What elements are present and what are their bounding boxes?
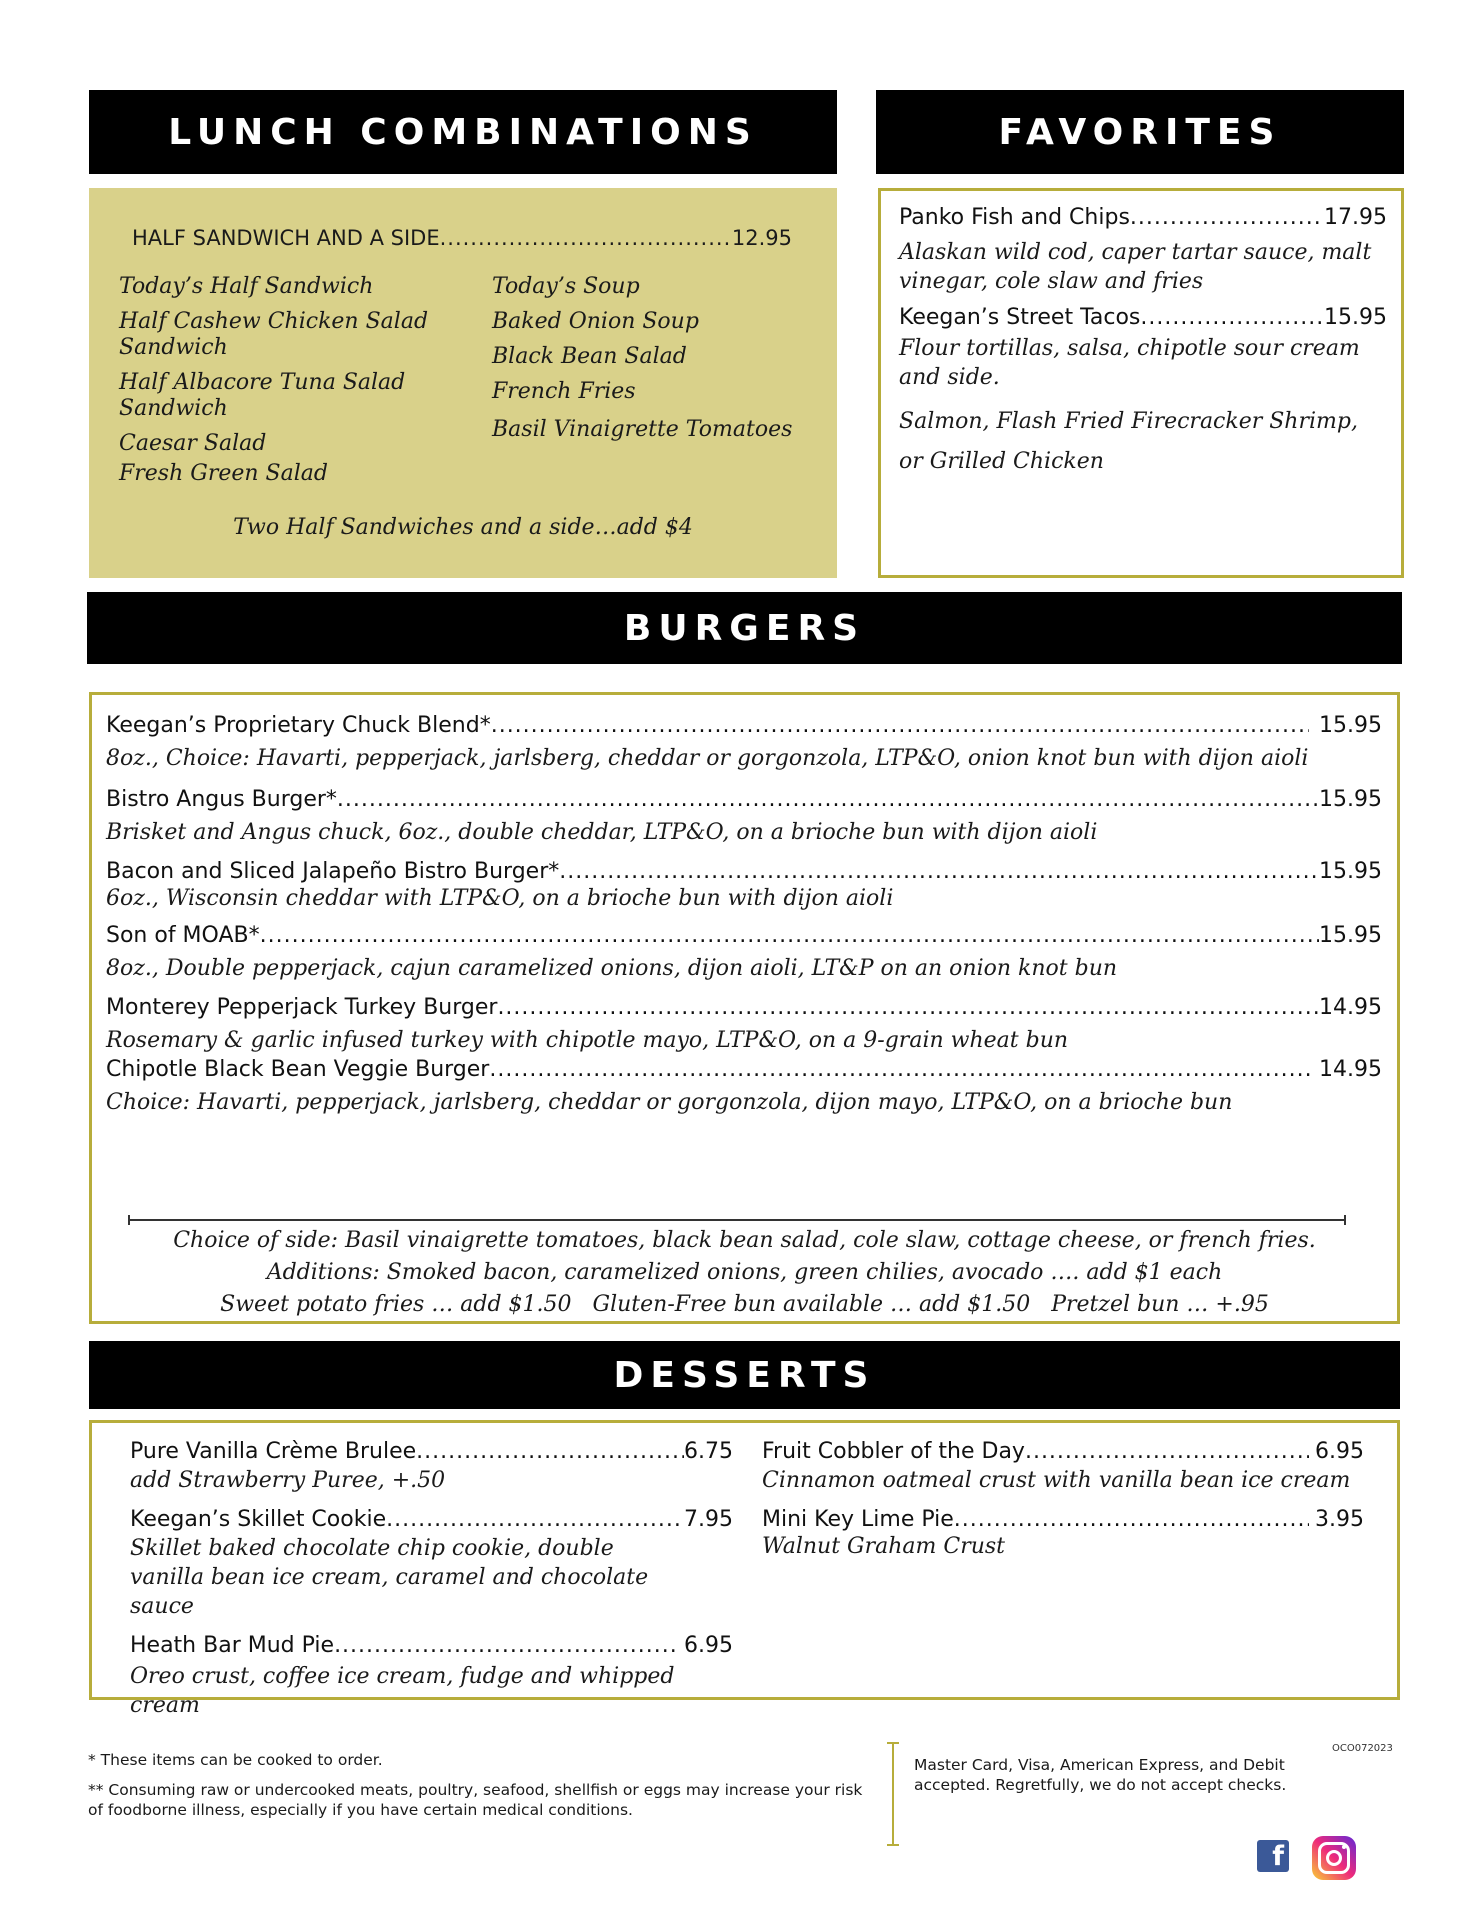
leader-dots xyxy=(1140,305,1324,330)
lunch-right-options xyxy=(492,274,822,452)
instagram-icon[interactable] xyxy=(1312,1836,1356,1880)
favorite-item-desc: Flour tortillas, salsa, chipotle sour cream and side. xyxy=(899,336,1360,390)
leader-dots xyxy=(416,1439,684,1464)
favorite-item xyxy=(899,305,1387,330)
burger-item-desc: 6oz., Wisconsin cheddar with LTP&O, on a brioche bun with dijon aioli xyxy=(106,886,894,911)
dessert-item-price: 6.75 xyxy=(684,1439,733,1464)
burger-item-name: Bacon and Sliced Jalapeño Bistro Burger* xyxy=(106,859,560,884)
burger-notes xyxy=(92,1225,1397,1321)
favorite-item-price: 17.95 xyxy=(1324,205,1387,230)
favorite-item-name: Panko Fish and Chips xyxy=(899,205,1130,230)
lunch-option: Fresh Green Salad xyxy=(119,461,328,486)
dessert-item-desc: Walnut Graham Crust xyxy=(762,1534,1006,1559)
menu-code: OCO072023 xyxy=(1332,1743,1393,1754)
lunch-title: LUNCH COMBINATIONS xyxy=(168,111,758,153)
leader-dots xyxy=(334,1633,678,1658)
food-safety-note: ** Consuming raw or undercooked meats, poultry, seafood, shellfish or eggs may increase your risk of foodborne illness, especially if you have certain medical conditions. xyxy=(88,1781,863,1819)
burger-note: Choice of side: Basil vinaigrette tomatoes, black bean salad, cole slaw, cottage cheese, or french fries. xyxy=(173,1228,1316,1253)
lunch-option: Today’s Half Sandwich xyxy=(119,274,374,299)
burger-item-price: 15.95 xyxy=(1319,923,1382,948)
burger-item-name: Son of MOAB* xyxy=(106,923,260,948)
dessert-item-price: 7.95 xyxy=(684,1507,733,1532)
burger-item-price: 15.95 xyxy=(1319,787,1382,812)
footer-divider xyxy=(892,1742,894,1846)
burger-item-name: Bistro Angus Burger* xyxy=(106,787,337,812)
lunch-option: Caesar Salad xyxy=(119,431,267,456)
burger-item xyxy=(106,995,1382,1055)
dessert-item-name: Heath Bar Mud Pie xyxy=(130,1633,335,1658)
footer-notes xyxy=(88,1750,868,1830)
burger-item-desc: 8oz., Choice: Havarti, pepperjack, jarlsberg, cheddar or gorgonzola, LTP&O, onion knot bun with dijon aioli xyxy=(106,746,1309,771)
favorite-item xyxy=(899,205,1387,230)
lunch-left-options xyxy=(119,274,449,496)
desserts-left-column xyxy=(130,1439,733,1720)
dessert-item xyxy=(130,1439,733,1464)
burger-item xyxy=(106,923,1382,983)
dessert-item-name: Keegan’s Skillet Cookie xyxy=(130,1507,387,1532)
burger-item-price: 15.95 xyxy=(1319,859,1382,884)
dessert-item-desc: Skillet baked chocolate chip cookie, double vanilla bean ice cream, caramel and chocolate sauce xyxy=(130,1536,649,1619)
lunch-option: Baked Onion Soup xyxy=(492,309,699,334)
leader-dots xyxy=(260,923,1319,948)
dessert-item xyxy=(130,1507,733,1532)
dessert-item xyxy=(762,1439,1364,1464)
divider xyxy=(128,1219,1346,1221)
facebook-icon[interactable]: f xyxy=(1257,1840,1289,1872)
burger-item-desc: 8oz., Double pepperjack, cajun caramelized onions, dijon aioli, LT&P on an onion knot bun xyxy=(106,956,1118,981)
burger-item xyxy=(106,859,1382,913)
favorites-title: FAVORITES xyxy=(998,111,1282,153)
lunch-item-name: HALF SANDWICH AND A SIDE xyxy=(132,226,440,250)
desserts-section xyxy=(89,1420,1400,1718)
burger-item xyxy=(106,1057,1382,1117)
dessert-item-desc: add Strawberry Puree, +.50 xyxy=(130,1468,446,1493)
dessert-item xyxy=(130,1633,733,1658)
dessert-item-name: Fruit Cobbler of the Day xyxy=(762,1439,1025,1464)
desserts-title: DESSERTS xyxy=(613,1354,876,1396)
favorite-item-desc: Alaskan wild cod, caper tartar sauce, malt vinegar, cole slaw and fries xyxy=(899,240,1372,294)
burger-item-price: 15.95 xyxy=(1319,713,1382,738)
lunch-option: Today’s Soup xyxy=(492,274,640,299)
dessert-item-price: 3.95 xyxy=(1315,1507,1364,1532)
favorite-item-desc: Salmon, Flash Fried Firecracker Shrimp, or Grilled Chicken xyxy=(899,409,1358,474)
favorite-item-name: Keegan’s Street Tacos xyxy=(899,305,1141,330)
lunch-section xyxy=(89,188,837,578)
dessert-item-desc: Oreo crust, coffee ice cream, fudge and whipped cream xyxy=(130,1664,675,1718)
lunch-option: Half Albacore Tuna Salad Sandwich xyxy=(119,370,406,421)
burger-item-price: 14.95 xyxy=(1319,995,1382,1020)
leader-dots xyxy=(559,859,1319,884)
cooked-to-order-note: * These items can be cooked to order. xyxy=(88,1751,383,1769)
dessert-item-price: 6.95 xyxy=(1315,1439,1364,1464)
leader-dots xyxy=(1130,205,1324,230)
burgers-section xyxy=(89,692,1400,1324)
leader-dots xyxy=(440,226,732,250)
burger-item xyxy=(106,787,1382,847)
dessert-item-price: 6.95 xyxy=(684,1633,733,1658)
lunch-option: Black Bean Salad xyxy=(492,344,687,369)
burger-note: Additions: Smoked bacon, caramelized onions, green chilies, avocado …. add $1 each xyxy=(266,1260,1223,1285)
dessert-item-desc: Cinnamon oatmeal crust with vanilla bean ice cream xyxy=(762,1468,1351,1493)
favorites-section xyxy=(878,188,1404,578)
lunch-item-price: 12.95 xyxy=(731,226,792,250)
burger-item-price: 14.95 xyxy=(1319,1057,1382,1082)
leader-dots xyxy=(386,1507,684,1532)
burger-item-desc: Rosemary & garlic infused turkey with chipotle mayo, LTP&O, on a 9-grain wheat bun xyxy=(106,1028,1069,1053)
lunch-item xyxy=(132,226,792,250)
burger-item-name: Chipotle Black Bean Veggie Burger xyxy=(106,1057,490,1082)
leader-dots xyxy=(497,995,1319,1020)
burgers-banner xyxy=(87,592,1402,664)
burgers-title: BURGERS xyxy=(623,607,866,649)
burger-item xyxy=(106,713,1382,773)
lunch-option: French Fries xyxy=(492,379,636,404)
leader-dots xyxy=(954,1507,1309,1532)
burger-item-name: Keegan’s Proprietary Chuck Blend* xyxy=(106,713,491,738)
burger-note: Sweet potato fries … add $1.50 Gluten-Free bun available … add $1.50 Pretzel bun … +.95 xyxy=(220,1292,1269,1317)
leader-dots xyxy=(1025,1439,1309,1464)
leader-dots xyxy=(489,1057,1313,1082)
favorites-banner xyxy=(876,90,1404,174)
desserts-right-column xyxy=(762,1439,1364,1561)
dessert-item-name: Mini Key Lime Pie xyxy=(762,1507,954,1532)
lunch-option: Half Cashew Chicken Salad Sandwich xyxy=(119,309,429,360)
burger-item-desc: Choice: Havarti, pepperjack, jarlsberg, cheddar or gorgonzola, dijon mayo, LTP&O, on a brioche bun xyxy=(106,1090,1233,1115)
lunch-option: Basil Vinaigrette Tomatoes xyxy=(492,417,793,442)
leader-dots xyxy=(337,787,1319,812)
payment-note: Master Card, Visa, American Express, and Debit accepted. Regretfully, we do not accept checks. xyxy=(914,1756,1287,1794)
dessert-item xyxy=(762,1507,1364,1532)
favorite-item-price: 15.95 xyxy=(1324,305,1387,330)
lunch-note: Two Half Sandwiches and a side…add $4 xyxy=(233,515,693,540)
leader-dots xyxy=(491,713,1309,738)
dessert-item-name: Pure Vanilla Crème Brulee xyxy=(130,1439,417,1464)
lunch-banner xyxy=(89,90,837,174)
burger-item-name: Monterey Pepperjack Turkey Burger xyxy=(106,995,498,1020)
burger-item-desc: Brisket and Angus chuck, 6oz., double cheddar, LTP&O, on a brioche bun with dijon aioli xyxy=(106,820,1098,845)
desserts-banner xyxy=(89,1341,1400,1409)
